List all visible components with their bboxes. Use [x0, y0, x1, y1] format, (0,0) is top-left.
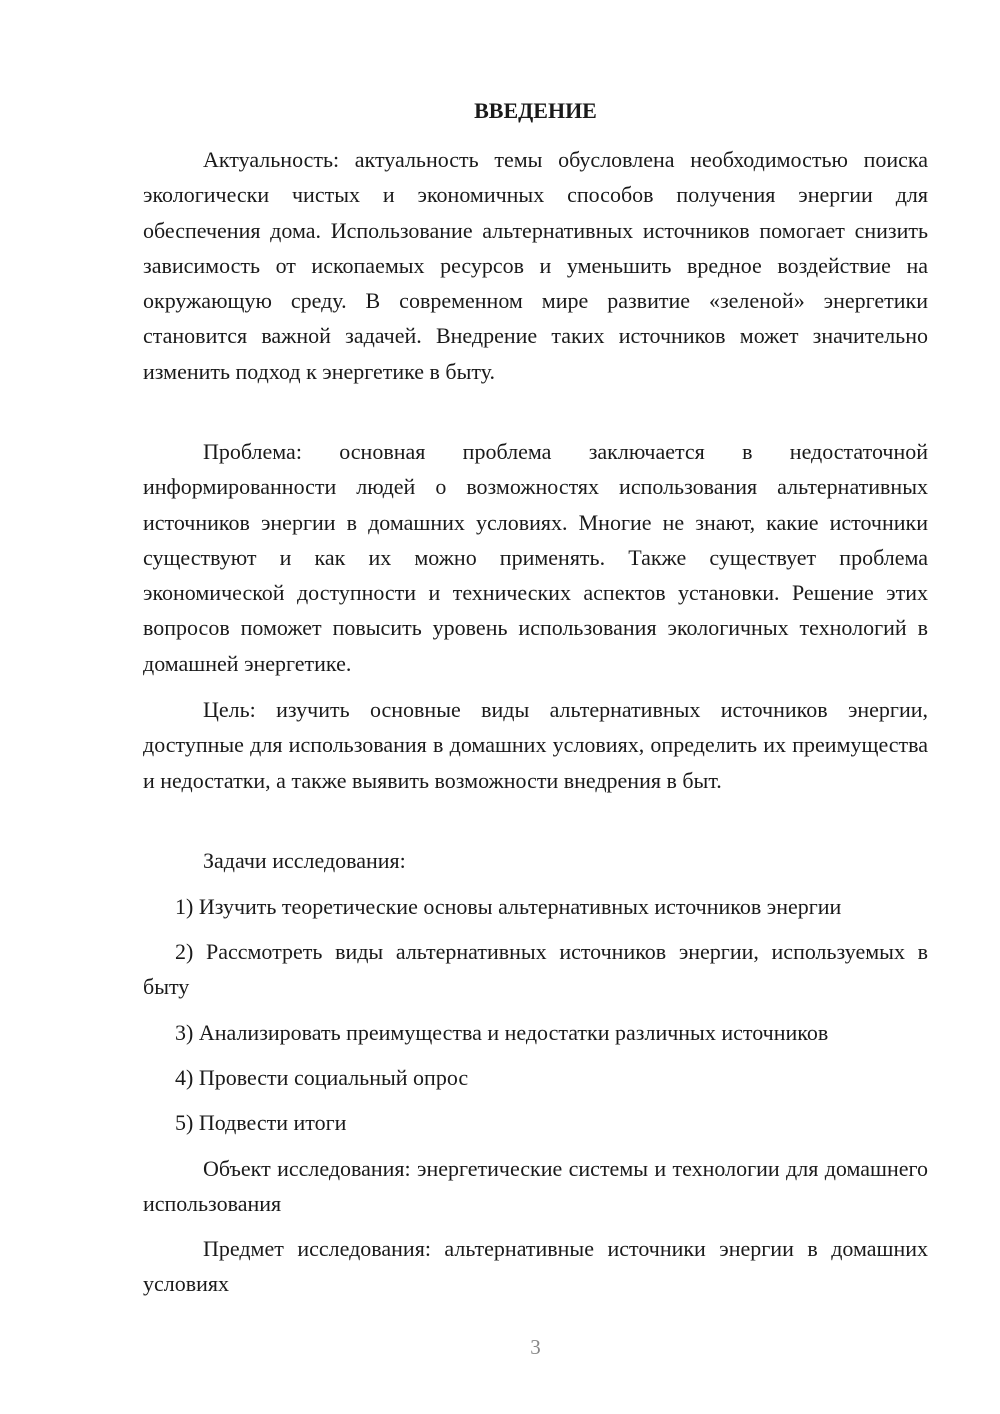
task-item-2: 2) Рассмотреть виды альтернативных источников энергии, используемых в быту	[143, 939, 928, 1000]
task-item-4: 4) Провести социальный опрос	[175, 1065, 469, 1090]
task-item-1: 1) Изучить теоретические основы альтернативных источников энергии	[175, 894, 842, 919]
goal-paragraph: Цель: изучить основные виды альтернативных источников энергии, доступные для использования в домашних условиях, определить их преимущества и недостатки, а также выявить возможности внедрения в быт.	[143, 697, 928, 793]
problem-paragraph: Проблема: основная проблема заключается в недостаточной информированности людей о возможностях использования альтернативных источников энергии в домашних условиях. Многие не знают, какие источники существуют и как их можно применять. Также существует проблема экономической доступности и технических аспектов установки. Решение этих вопросов поможет повысить уровень использования экологичных технологий в домашней энергетике.	[143, 439, 928, 676]
subject-paragraph: Предмет исследования: альтернативные источники энергии в домашних условиях	[143, 1236, 928, 1297]
object-paragraph: Объект исследования: энергетические системы и технологии для домашнего использования	[143, 1156, 928, 1217]
document-page	[143, 0, 928, 1414]
task-item-5: 5) Подвести итоги	[175, 1110, 347, 1135]
section-title: ВВЕДЕНИЕ	[474, 98, 597, 123]
relevance-paragraph: Актуальность: актуальность темы обусловлена необходимостью поиска экологически чистых и экономичных способов получения энергии для обеспечения дома. Использование альтернативных источников помогает снизить зависимость от ископаемых ресурсов и уменьшить вредное воздействие на окружающую среду. В современном мире развитие «зеленой» энергетики становится важной задачей. Внедрение таких источников может значительно изменить подход к энергетике в быту.	[143, 147, 928, 384]
tasks-heading: Задачи исследования:	[203, 848, 406, 873]
page-number: 3	[530, 1335, 541, 1359]
task-item-3: 3) Анализировать преимущества и недостатки различных источников	[175, 1020, 829, 1045]
